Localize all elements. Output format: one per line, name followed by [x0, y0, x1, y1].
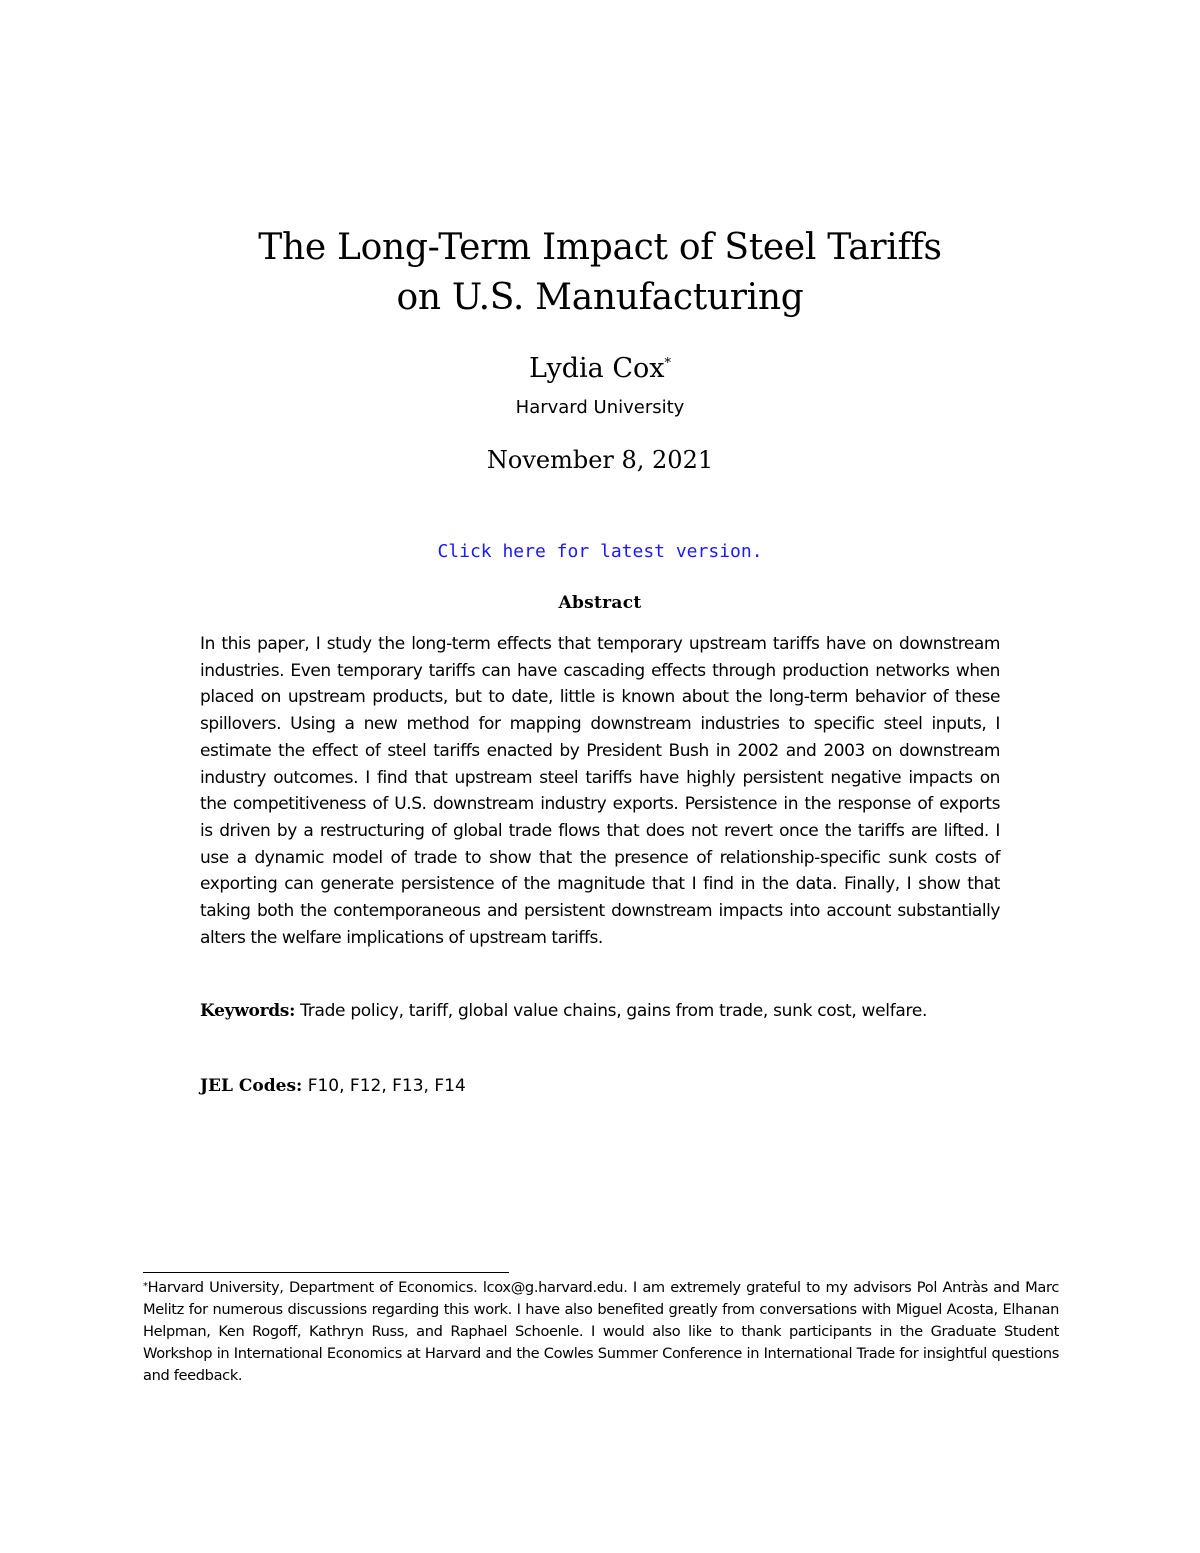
footnote-mark: * [143, 1281, 148, 1292]
abstract-text: In this paper, I study the long-term effects that temporary upstream tariffs have on downstream industries. Even temporary tariffs can have cascading effects through production networks when placed on upstream products, but to date, little is known about the long-term behavior of these spillovers. Using a new method for mapping downstream industries to specific steel inputs, I estimate the effect of steel tariffs enacted by President Bush in 2002 and 2003 on downstream industry outcomes. I find that upstream steel tariffs have highly persistent negative impacts on the competitiveness of U.S. downstream industry exports. Persistence in the response of exports is driven by a restructuring of global trade flows that does not revert once the tariffs are lifted. I use a dynamic model of trade to show that the presence of relationship-specific sunk costs of exporting can generate persistence of the magnitude that I find in the data. Finally, I show that taking both the contemporaneous and persistent downstream impacts into account substantially alters the welfare implications of upstream tariffs. [200, 634, 1000, 948]
paper-date: November 8, 2021 [486, 446, 714, 474]
author-footnote-mark[interactable]: * [664, 356, 671, 371]
jel-label: JEL Codes: [200, 1076, 303, 1096]
title-line-1: The Long-Term Impact of Steel Tariffs [258, 227, 942, 268]
title-line-2: on U.S. Manufacturing [396, 277, 804, 318]
author [0, 353, 1200, 384]
author-name: Lydia Cox [529, 353, 665, 384]
latest-version-row [0, 541, 1200, 562]
jel-text: F10, F12, F13, F14 [307, 1076, 466, 1096]
footnote-divider [143, 1272, 509, 1273]
keywords-label: Keywords: [200, 1001, 296, 1021]
paper-title [0, 223, 1200, 323]
footnote-text: Harvard University, Department of Economics. lcox@g.harvard.edu. I am extremely grateful to my advisors Pol Antràs and Marc Melitz for numerous discussions regarding this work. I have also benefited greatly from conversations with Miguel Acosta, Elhanan Helpman, Ken Rogoff, Kathryn Russ, and Raphael Schoenle. I would also like to thank participants in the Graduate Student Workshop in International Economics at Harvard and the Cowles Summer Conference in International Trade for insightful questions and feedback. [143, 1279, 1059, 1384]
abstract-heading: Abstract [558, 593, 642, 613]
footnote [143, 1277, 1059, 1387]
jel-codes [200, 1073, 1000, 1100]
keywords [200, 998, 1000, 1025]
affiliation: Harvard University [515, 397, 685, 418]
keywords-text: Trade policy, tariff, global value chains, gains from trade, sunk cost, welfare. [300, 1001, 928, 1021]
latest-version-link[interactable]: Click here for latest version. [437, 541, 763, 562]
